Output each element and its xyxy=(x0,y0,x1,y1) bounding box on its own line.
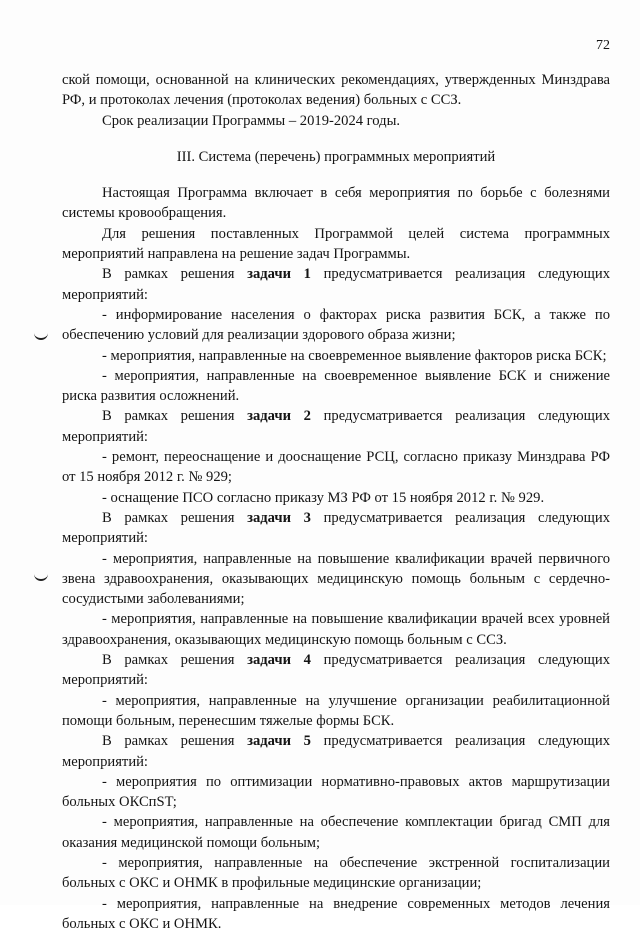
paragraph-text: В рамках решения xyxy=(102,266,248,283)
paragraph: Настоящая Программа включает в себя мероприятия по борьбе с болезнями системы кровообращения. xyxy=(62,185,610,222)
document-body xyxy=(62,70,610,934)
section-heading: III. Система (перечень) программных мероприятий xyxy=(176,148,496,165)
task-label: задачи 4 xyxy=(247,652,311,669)
list-item: - мероприятия, направленные на своевременное выявление БСК и снижение риска развития осложнений. xyxy=(62,367,610,405)
paragraph: ской помощи, основанной на клинических рекомендациях, утвержденных Минздрава РФ, и протоколах лечения (протоколах ведения) больных с ССЗ. xyxy=(62,72,610,109)
paragraph-text: предусматривается реализация следующих мероприятий: xyxy=(62,733,611,770)
margin-mark-2 xyxy=(34,571,48,581)
paragraph-text: В рамках решения xyxy=(102,408,248,425)
list-item: - оснащение ПСО согласно приказу МЗ РФ от 15 ноября 2012 г. № 929. xyxy=(102,489,545,506)
list-item: - информирование населения о факторах риска развития БСК, а также по обеспечению условий для реализации здорового образа жизни; xyxy=(62,306,610,344)
task-label: задачи 3 xyxy=(247,509,311,526)
margin-mark-1 xyxy=(34,330,48,340)
list-item: - мероприятия, направленные на своевременное выявление факторов риска БСК; xyxy=(102,347,607,364)
paragraph: Срок реализации Программы – 2019-2024 годы. xyxy=(102,112,401,129)
task-label: задачи 5 xyxy=(247,733,311,750)
paragraph-text: В рамках решения xyxy=(102,652,248,669)
paragraph-text: предусматривается реализация следующих мероприятий: xyxy=(62,408,611,445)
list-item: - мероприятия, направленные на обеспечение экстренной госпитализации больных с ОКС и ОНМК в профильные медицинские организации; xyxy=(62,854,610,892)
page-number: 72 xyxy=(596,38,610,53)
list-item: - мероприятия, направленные на повышение квалификации врачей первичного звена здравоохранения, оказывающих медицинскую помощь больным с сердечно-сосудистыми заболеваниями; xyxy=(62,550,610,608)
task-label: задачи 2 xyxy=(247,408,311,425)
paragraph xyxy=(62,650,610,691)
task-label: задачи 1 xyxy=(247,266,311,283)
paragraph xyxy=(62,508,610,549)
paragraph xyxy=(62,264,610,305)
paragraph xyxy=(62,731,610,772)
list-item: - мероприятия, направленные на внедрение современных методов лечения больных с ОКС и ОНМК. xyxy=(62,895,610,932)
list-item: - мероприятия, направленные на улучшение организации реабилитационной помощи больным, перенесшим тяжелые формы БСК. xyxy=(62,692,610,729)
paragraph-text: В рамках решения xyxy=(102,509,248,526)
paragraph xyxy=(62,406,610,447)
paragraph-text: В рамках решения xyxy=(102,733,248,750)
paragraph-text: предусматривается реализация следующих мероприятий: xyxy=(62,652,611,689)
list-item: - ремонт, переоснащение и дооснащение РСЦ, согласно приказу Минздрава РФ от 15 ноября 2012 г. № 929; xyxy=(62,449,610,486)
paragraph: Для решения поставленных Программой целей система программных мероприятий направлена на решение задач Программы. xyxy=(62,225,610,263)
list-item: - мероприятия, направленные на обеспечение комплектации бригад СМП для оказания медицинской помощи больным; xyxy=(62,814,610,851)
list-item: - мероприятия, направленные на повышение квалификации врачей всех уровней здравоохранения, оказывающих медицинскую помощь больным с ССЗ. xyxy=(62,611,610,648)
list-item: - мероприятия по оптимизации нормативно-правовых актов маршрутизации больных ОКСпST; xyxy=(62,773,610,811)
paragraph-text: предусматривается реализация следующих мероприятий: xyxy=(62,509,611,547)
paragraph-text: предусматривается реализация следующих мероприятий: xyxy=(62,266,611,303)
